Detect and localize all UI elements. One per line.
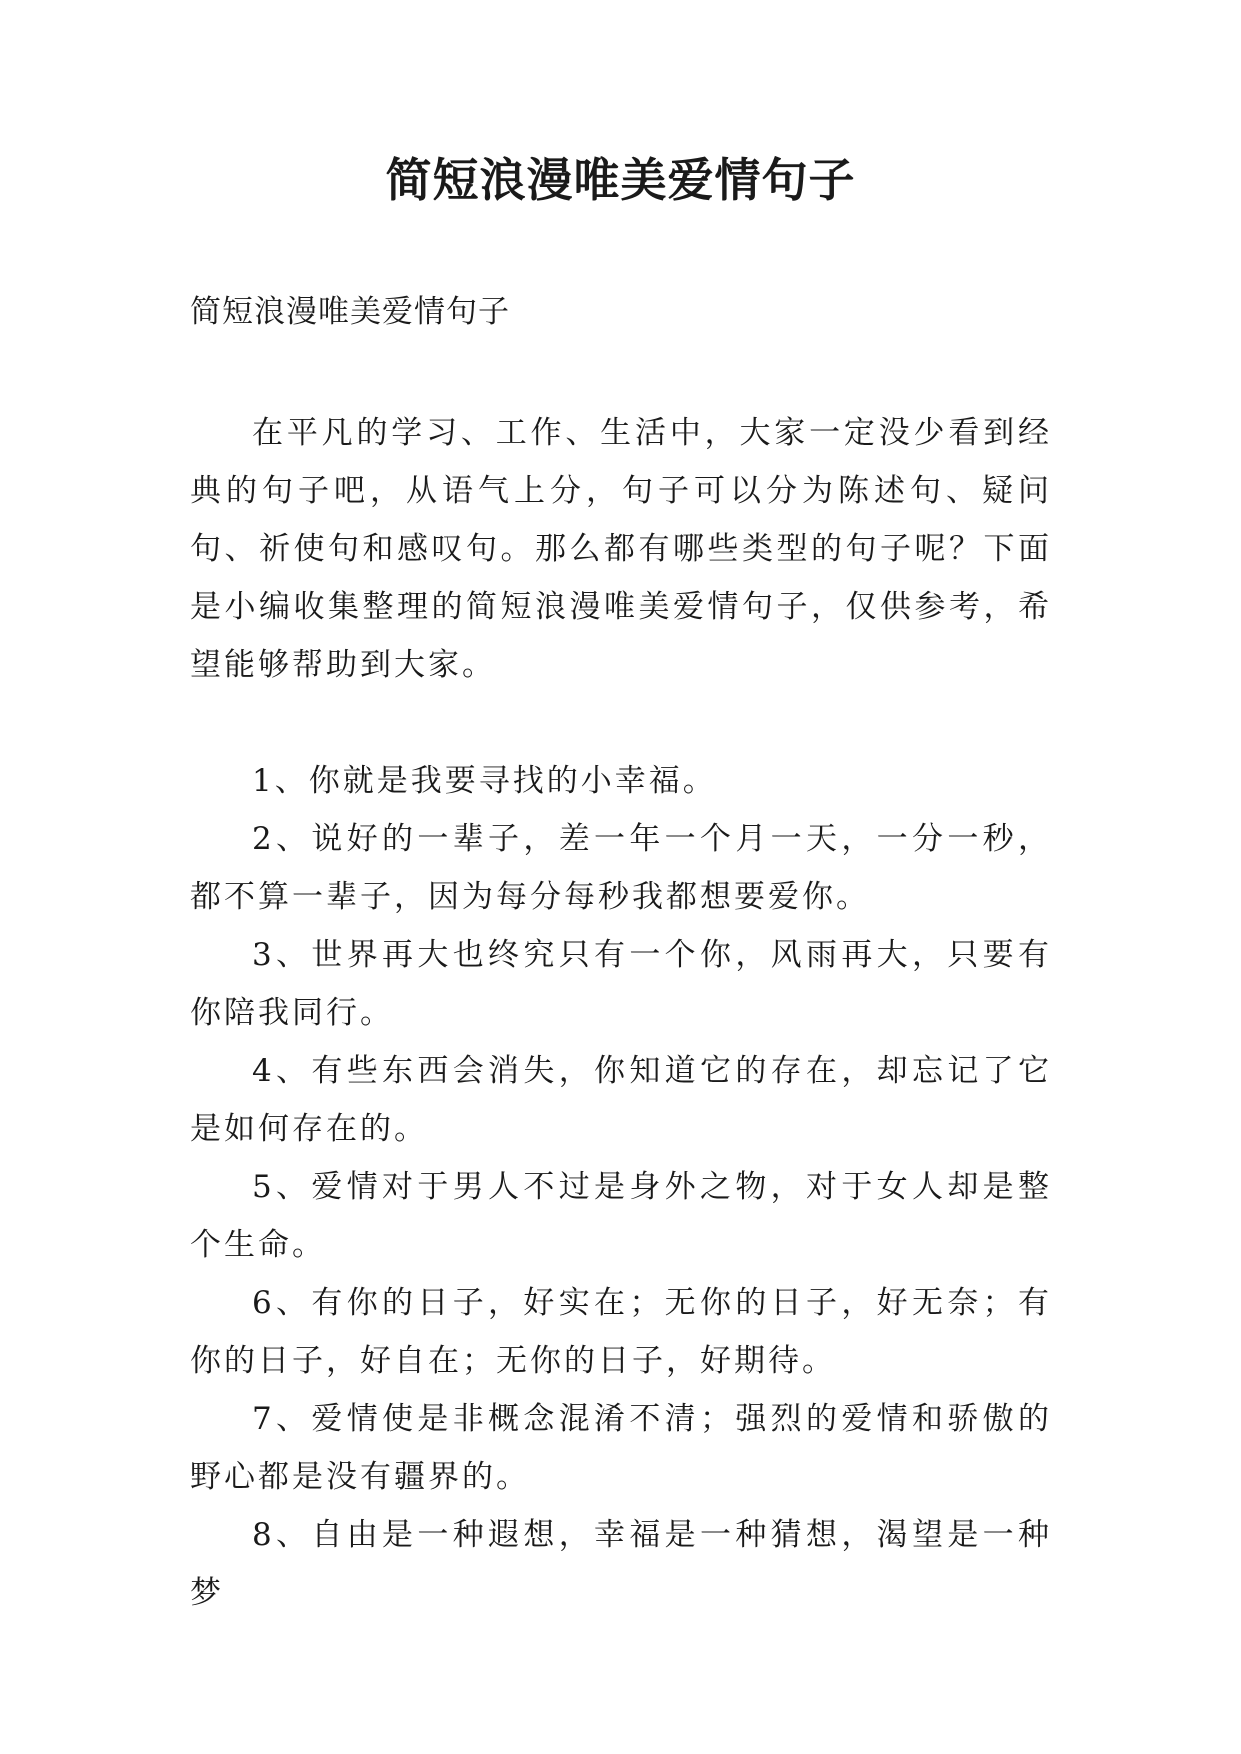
list-item: 5、爱情对于男人不过是身外之物，对于女人却是整个生命。 [190,1169,1052,1263]
list-item: 4、有些东西会消失，你知道它的存在，却忘记了它是如何存在的。 [190,1053,1052,1147]
list-item: 6、有你的日子，好实在；无你的日子，好无奈；有你的日子，好自在；无你的日子，好期待。 [190,1285,1052,1379]
document-subtitle: 简短浪漫唯美爱情句子 [190,294,510,330]
list-item: 8、自由是一种遐想，幸福是一种猜想，渴望是一种梦 [190,1517,1052,1611]
intro-paragraph: 在平凡的学习、工作、生活中，大家一定没少看到经典的句子吧，从语气上分，句子可以分为陈述句、疑问句、祈使句和感叹句。那么都有哪些类型的句子呢？下面是小编收集整理的简短浪漫唯美爱情句子，仅供参考，希望能够帮助到大家。 [190,415,1052,683]
list-item: 2、说好的一辈子，差一年一个月一天，一分一秒，都不算一辈子，因为每分每秒我都想要爱你。 [190,821,1052,915]
list-item: 7、爱情使是非概念混淆不清；强烈的爱情和骄傲的野心都是没有疆界的。 [190,1401,1052,1495]
list-item: 3、世界再大也终究只有一个你，风雨再大，只要有你陪我同行。 [190,937,1052,1031]
sentence-list [190,752,1052,1622]
list-item: 1、你就是我要寻找的小幸福。 [252,763,717,799]
document-title: 简短浪漫唯美爱情句子 [385,153,856,207]
